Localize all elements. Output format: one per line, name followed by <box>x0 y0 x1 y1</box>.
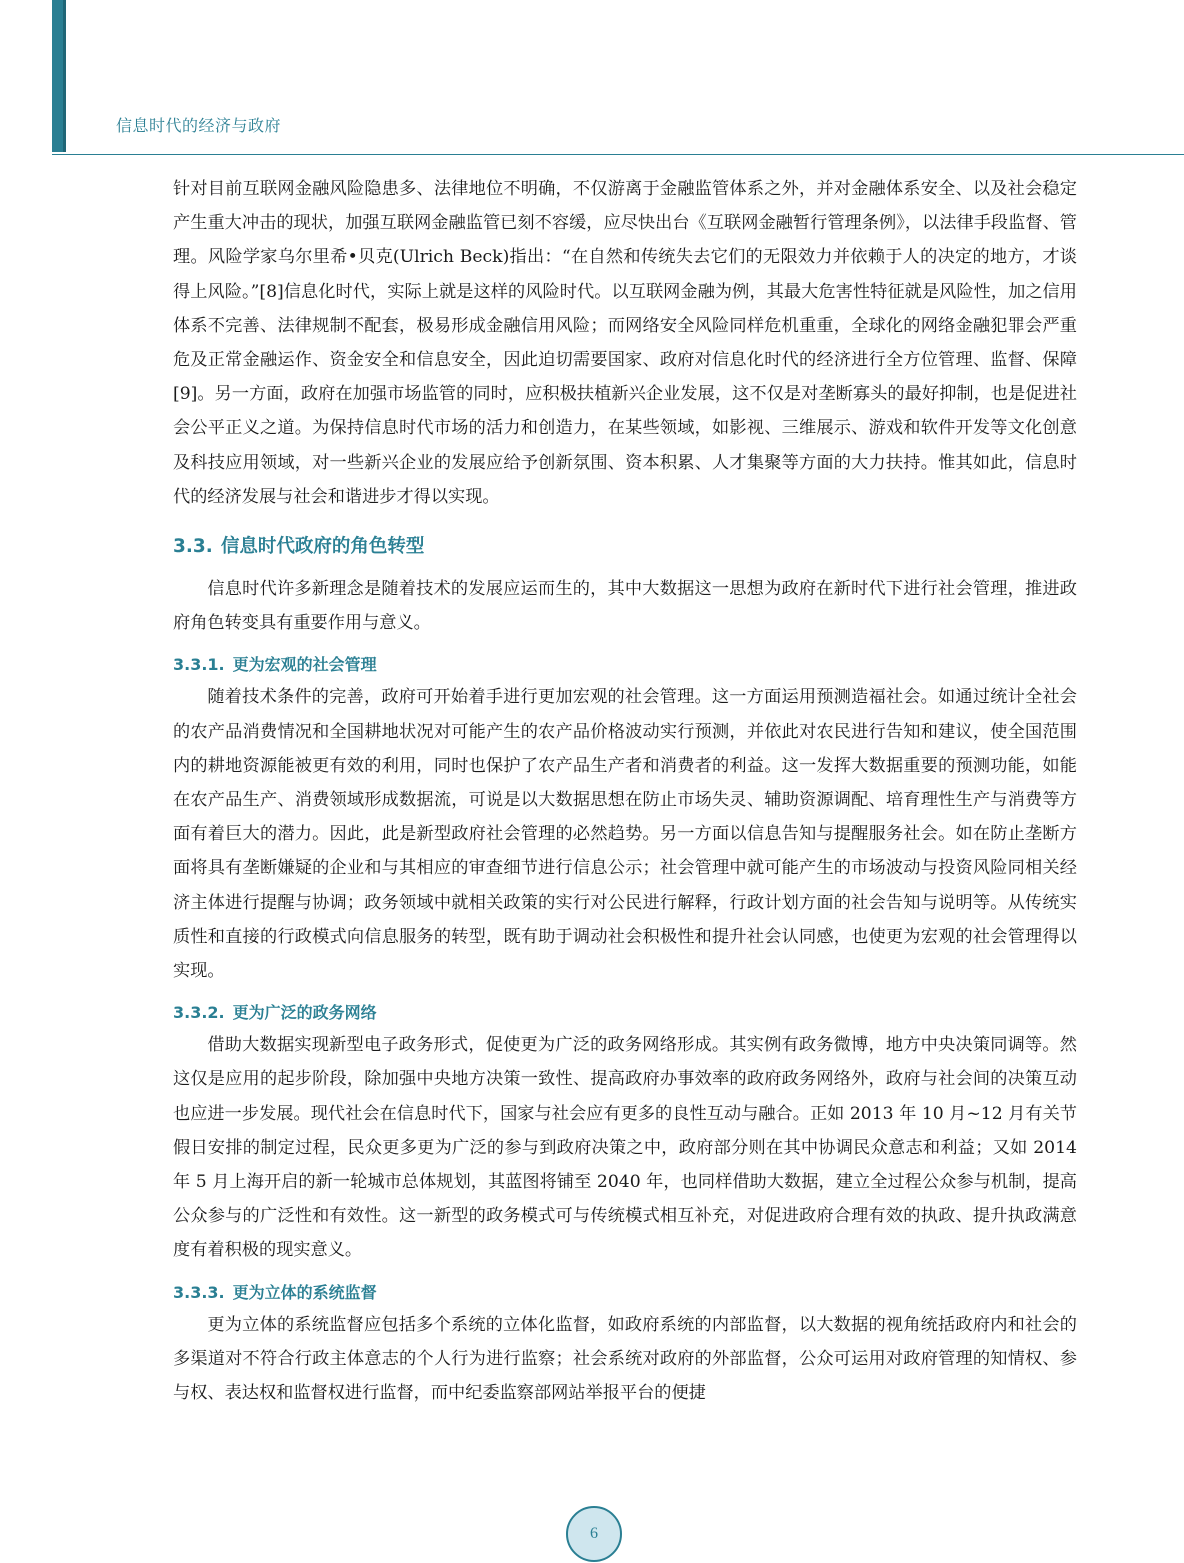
subsection-paragraph-3-3-3: 更为立体的系统监督应包括多个系统的立体化监督，如政府系统的内部监督，以大数据的视角统括政府内和社会的多渠道对不符合行政主体意志的个人行为进行监察；社会系统对政府的外部监督，公众可运用对政府管理的知情权、参与权、表达权和监督权进行监督，而中纪委监察部网站举报平台的便捷 <box>173 1314 1077 1404</box>
header-divider <box>52 154 1184 155</box>
subsection-heading-3-3-3 <box>173 1278 1077 1308</box>
subsection-heading-3-3-2 <box>173 998 1077 1028</box>
intro-paragraph: 针对目前互联网金融风险隐患多、法律地位不明确，不仅游离于金融监管体系之外，并对金融体系安全、以及社会稳定产生重大冲击的现状，加强互联网金融监管已刻不容缓，应尽快出台《互联网金融暂行管理条例》，以法律手段监督、管理。风险学家乌尔里希•贝克(Ulrich Beck)指出：“在自然和传统失去它们的无限效力并依赖于人的决定的地方，才谈得上风险。”[8]信息化时代，实际上就是这样的风险时代。以互联网金融为例，其最大危害性特征就是风险性，加之信用体系不完善、法律规制不配套，极易形成金融信用风险；而网络安全风险同样危机重重，全球化的网络金融犯罪会严重危及正常金融运作、资金安全和信息安全，因此迫切需要国家、政府对信息化时代的经济进行全方位管理、监督、保障[9]。另一方面，政府在加强市场监管的同时，应积极扶植新兴企业发展，这不仅是对垄断寡头的最好抑制，也是促进社会公平正义之道。为保持信息时代市场的活力和创造力，在某些领域，如影视、三维展示、游戏和软件开发等文化创意及科技应用领域，对一些新兴企业的发展应给予创新氛围、资本积累、人才集聚等方面的大力扶持。惟其如此，信息时代的经济发展与社会和谐进步才得以实现。 <box>173 179 1077 507</box>
subsection-title: 更为宏观的社会管理 <box>232 655 377 675</box>
subsection-paragraph-3-3-1: 随着技术条件的完善，政府可开始着手进行更加宏观的社会管理。这一方面运用预测造福社会。如通过统计全社会的农产品消费情况和全国耕地状况对可能产生的农产品价格波动实行预测，并依此对农民进行告知和建议，使全国范围内的耕地资源能被更有效的利用，同时也保护了农产品生产者和消费者的利益。这一发挥大数据重要的预测功能，如能在农产品生产、消费领域形成数据流，可说是以大数据思想在防止市场失灵、辅助资源调配、培育理性生产与消费等方面有着巨大的潜力。因此，此是新型政府社会管理的必然趋势。另一方面以信息告知与提醒服务社会。如在防止垄断方面将具有垄断嫌疑的企业和与其相应的审查细节进行信息公示；社会管理中就可能产生的市场波动与投资风险同相关经济主体进行提醒与协调；政务领域中就相关政策的实行对公民进行解释，行政计划方面的社会告知与说明等。从传统实质性和直接的行政模式向信息服务的转型，既有助于调动社会积极性和提升社会认同感，也使更为宏观的社会管理得以实现。 <box>173 687 1077 982</box>
subsection-number: 3.3.2. <box>173 1003 225 1023</box>
subsection-paragraph-3-3-2: 借助大数据实现新型电子政务形式，促使更为广泛的政务网络形成。其实例有政务微博，地方中央决策同调等。然这仅是应用的起步阶段，除加强中央地方决策一致性、提高政府办事效率的政府政务网络外，政府与社会间的决策互动也应进一步发展。现代社会在信息时代下，国家与社会应有更多的良性互动与融合。正如 2013 年 10 月~12 月有关节假日安排的制定过程，民众更多更为广泛的参与到政府决策之中，政府部分则在其中协调民众意志和利益；又如 2014 年 5 月上海开启的新一轮城市总体规划，其蓝图将铺至 2040 年，也同样借助大数据，建立全过程公众参与机制，提高公众参与的广泛性和有效性。这一新型的政务模式可与传统模式相互补充，对促进政府合理有效的执政、提升执政满意度有着积极的现实意义。 <box>173 1035 1077 1261</box>
running-header-title: 信息时代的经济与政府 <box>116 116 282 135</box>
section-number: 3.3. <box>173 536 213 558</box>
section-title: 信息时代政府的角色转型 <box>220 536 425 558</box>
page-number: 6 <box>590 1525 598 1542</box>
subsection-number: 3.3.1. <box>173 655 225 675</box>
subsection-number: 3.3.3. <box>173 1282 225 1302</box>
page-body <box>173 172 1077 1410</box>
subsection-heading-3-3-1 <box>173 650 1077 680</box>
subsection-title: 更为广泛的政务网络 <box>232 1003 377 1023</box>
subsection-title: 更为立体的系统监督 <box>232 1282 377 1302</box>
page-number-badge <box>566 1506 622 1562</box>
section-heading-3-3 <box>173 530 1077 564</box>
section-paragraph-3-3: 信息时代许多新理念是随着技术的发展应运而生的，其中大数据这一思想为政府在新时代下进行社会管理，推进政府角色转变具有重要作用与意义。 <box>173 579 1077 634</box>
header-accent-bar <box>52 0 66 152</box>
